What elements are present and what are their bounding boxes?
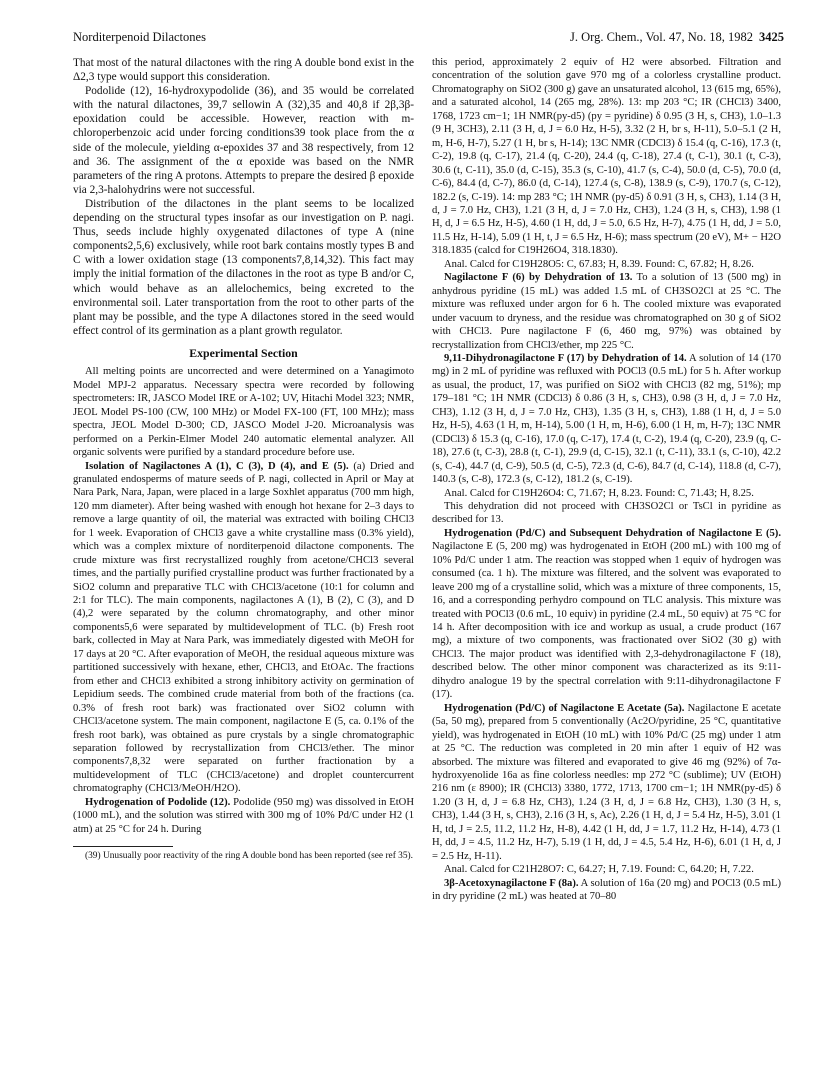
paragraph: All melting points are uncorrected and were determined on a Yanagimoto Model MPJ-2 apparatus. Necessary spectra were recorded by following spectrometers: IR, JASCO Model IRE or A-102; UV, Hitachi Model 323; NMR, JEOL Model PS-100 (CW, 100 MHz) or Model FX-100 (FT, 100 MHz); mass spectra, JEOL Model D-300; CD, JASCO Model J-20. Microanalysis was performed on a Perkin-Elmer Model 240 automatic elemental analyzer. All organic solvents were purified by a standard procedure before use.	[73, 366, 414, 459]
paragraph-heading: Isolation of Nagilactones A (1), C (3), D (4), and E (5).	[85, 460, 349, 472]
paragraph: Anal. Calcd for C19H28O5: C, 67.83; H, 8.39. Found: C, 67.82; H, 8.26.	[444, 258, 754, 270]
paragraph	[432, 352, 781, 487]
paragraph: Distribution of the dilactones in the plant seems to be localized depending on the structural types insofar as our investigation on P. nagi. Thus, seeds include highly oxygenated dilactones of type A (nine components2,5,6) exclusively, while root bark contains mostly types B and C with a lower oxidation stage (13 components7,8,14,32). This fact may imply the initial formation of the dilactones in the root as type B and/or C, which would behave as an allelochemics, being excreted to the environmental soil. Later transportation from the root to other parts of the plant may be possible, and the type A dilactones stored in the seed would effect control of its germination as a plant growth regulator.	[73, 197, 414, 337]
paragraph-heading: Hydrogenation (Pd/C) and Subsequent Dehydration of Nagilactone E (5).	[444, 527, 781, 539]
journal-citation: J. Org. Chem., Vol. 47, No. 18, 1982	[569, 30, 753, 44]
paragraph	[73, 796, 414, 836]
section-heading: Experimental Section	[189, 345, 298, 360]
paragraph: Anal. Calcd for C21H28O7: C, 64.27; H, 7.19. Found: C, 64.20; H, 7.22.	[444, 864, 754, 876]
paragraph	[432, 877, 781, 904]
paragraph	[432, 527, 781, 702]
paragraph: Podolide (12), 16-hydroxypodolide (36), and 35 would be correlated with the natural dilactones, 39,7 sellowin A (32),35 and 40,8 if 2β,3β-epoxidation could be accessible. However, reaction with m-chloroperbenzoic acid under forcing conditions39 took place from the α side of the molecule, yielding α-epoxides 37 and 38 respectively, from 12 and 36. The assignment of the α epoxide was based on the NMR parameters of the ring A protons. Attempts to prepare the desired β epoxide via 2,3-halohydrins were not successful.	[73, 85, 414, 196]
paragraph-body: A solution of 14 (170 mg) in 2 mL of pyridine was refluxed with POCl3 (0.5 mL) for 5 h. After workup as usual, the product, 17, was purified on SiO2 with CHCl3 (82 mg, 51%); mp 179–181 °C; 1H NMR (CDCl3) δ 0.86 (3 H, s, CH3), 0.98 (3 H, d, J = 7.0 Hz, CH3), 1.12 (3 H, d, J = 7.0 Hz, CH3), 1.35 (3 H, s, CH3), 1.88 (1 H, d, J = 5.0 Hz, H-5), 4.63 (1 H, m, H-14), 5.00 (1 H, m, H-6), 6.00 (1 H, m, H-7); 13C NMR (CDCl3) δ 15.3 (q, C-16), 17.0 (q, C-17), 17.4 (t, C-2), 19.4 (q, C-20), 23.9 (q, C-18), 27.6 (t, C-3), 28.8 (t, C-1), 29.9 (d, C-15), 32.1 (t, C-11), 33.1 (s, C-10), 42.2 (s, C-4), 44.7 (d, C-9), 50.5 (d, C-5), 72.3 (d, C-6), 84.7 (d, C-14), 118.8 (d, C-7), 140.3 (s, C-8), 172.3 (s, C-12), 181.2 (s, C-19).	[432, 352, 781, 486]
paragraph-body: Nagilactone E (5, 200 mg) was hydrogenated in EtOH (200 mL) with 100 mg of 10% Pd/C under 1 atm. The reaction was stopped when 1 equiv of hydrogen was consumed (ca. 1 h). The mixture was filtered, and the solvent was evaporated to leave 200 mg of a crystalline solid, which was a mixture of three components, 15, 16, and a corresponding perhydro compound on TLC analysis. This mixture was treated with POCl3 (0.6 mL, 10 equiv) in pyridine (2.4 mL, 50 equiv) at 75 °C for 14 h. After decomposition with ice and workup as usual, a crude product (167 mg), a mixture of two components, was fractionated over SiO2 (30 g) with CHCl3. The major product was identified with 2,3-dehydronagilactone F (18), described below. The other minor component was characterized as its 9:11-dihydro analogue 19 by the spectral correlation with 9:11-dihydronagilactone F (17).	[432, 541, 781, 701]
paragraph	[73, 460, 414, 796]
paragraph: this period, approximately 2 equiv of H2 were absorbed. Filtration and concentration of the solution gave 970 mg of a colorless crystalline product. Chromatography on SiO2 (300 g) gave an unsaturated alcohol, 13 (615 mg, 65%), and a saturated alcohol, 14 (265 mg, 28%). 13: mp 203 °C; IR (CHCl3) 3400, 1768, 1723 cm−1; 1H NMR(py-d5) (py = pyridine) δ 0.95 (3 H, s, CH3), 1.0–1.3 (9 H, 3CH3), 2.11 (3 H, d, J = 6.0 Hz, H-5), 3.32 (2 H, br s, H-11), 5.0–5.1 (2 H, m, H-6, H-7), 5.27 (1 H, br s, H-14); 13C NMR (CDCl3) δ 15.4 (q, C-16), 17.3 (t, C-2), 19.8 (q, C-17), 21.4 (q, C-20), 24.4 (q, C-18), 27.4 (t, C-1), 30.1 (t, C-3), 30.6 (t, C-11), 35.0 (d, C-15), 35.3 (s, C-10), 41.7 (s, C-4), 50.0 (d, C-5), 70.0 (d, C-6), 84.4 (d, C-7), 86.0 (d, C-14), 127.4 (s, C-8), 138.9 (s, C-9), 170.7 (s, C-12), 182.2 (s, C-19). 14: mp 283 °C; 1H NMR (py-d5) δ 0.91 (3 H, s, CH3), 1.14 (3 H, d, J = 7.0 Hz, CH3), 1.21 (3 H, d, J = 7.0 Hz, CH3), 1.24 (3 H, s, CH3), 1.98 (1 H, d, J = 6.5 Hz, H-5), 4.60 (1 H, dd, J = 5.0, 6.5 Hz, H-7), 4.75 (1 H, dd, J = 5.0, 11.5 Hz, H-14), 5.09 (1 H, t, J = 6.5 Hz, H-6); mass spectrum (20 eV), M+ − H2O 318.1835 (calcd for C19H26O4, 318.1830).	[432, 57, 781, 257]
running-head-title: Norditerpenoid Dilactones	[73, 30, 206, 44]
paragraph-heading: 3β-Acetoxynagilactone F (8a).	[444, 877, 579, 889]
paragraph-body: Podolide (950 mg) was dissolved in EtOH (1000 mL), and the solution was stirred with 300 mg of 10% Pd/C under H2 (1 atm) at 25 °C for 24 h. During	[73, 796, 414, 835]
running-head-citation	[570, 30, 784, 45]
footnote: (39) Unusually poor reactivity of the ring A double bond has been reported (see ref 35).	[85, 851, 414, 862]
paragraph	[432, 271, 781, 352]
paragraph-heading: Hydrogenation (Pd/C) of Nagilactone E Acetate (5a).	[444, 702, 685, 714]
paragraph-body: Nagilactone E acetate (5a, 50 mg), prepared from 5 conventionally (Ac2O/pyridine, 25 °C, quantitative yield), was hydrogenated in EtOH (10 mL) with 10% Pd/C (25 mg) under 1 atm at 25 °C. The reduction was completed in 20 min after 1 equiv of H2 was absorbed. The mixture was filtered and evaporated to give 46 mg (92%) of 7α-hydroxyenolide 16a as fine colorless needles: mp 272 °C (sublime); UV (EtOH) 216 nm (ε 8900); IR (CHCl3) 3380, 1772, 1713, 1700 cm−1; 1H NMR(py-d5) δ 1.20 (3 H, d, J = 6.8 Hz, CH3), 1.24 (3 H, d, J = 6.8 Hz, CH3), 1.30 (3 H, s, CH3), 1.44 (3 H, s, CH3), 2.16 (3 H, s, Ac), 2.26 (1 H, d, J = 5.4 Hz, H-5), 3.01 (1 H, td, J = 2.5, 11.2, 11.2 Hz, H-8), 4.42 (1 H, dd, J = 1.7, 11.2 Hz, H-14), 4.73 (1 H, dd, J = 4.5, 11.2 Hz, H-7), 5.19 (1 H, dd, J = 4.5, 5.4 Hz, H-6), 6.01 (1 H, d, J = 2.5 Hz, H-11).	[432, 702, 781, 862]
paragraph-heading: 9,11-Dihydronagilactone F (17) by Dehydration of 14.	[444, 352, 687, 364]
paragraph	[432, 702, 781, 863]
right-column	[432, 56, 781, 904]
paragraph: This dehydration did not proceed with CH3SO2Cl or TsCl in pyridine as described for 13.	[432, 500, 781, 526]
footnote-divider	[73, 846, 173, 847]
paragraph-body: To a solution of 13 (500 mg) in anhydrous pyridine (15 mL) was added 1.5 mL of CH3SO2Cl at 25 °C. The mixture was refluxed under argon for 6 h. The cooled mixture was evaporated under vacuum to dryness, and the residue was chromatographed on 30 g of SiO2 with CHCl3. Pure nagilactone F (6, 460 mg, 97%) was obtained by recrystallization from CHCl3/ether, mp 225 °C.	[432, 272, 781, 351]
left-column	[73, 56, 414, 863]
paragraph: Anal. Calcd for C19H26O4: C, 71.67; H, 8.23. Found: C, 71.43; H, 8.25.	[444, 487, 754, 499]
paragraph-body: A solution of 16a (20 mg) and POCl3 (0.5 mL) in dry pyridine (2 mL) was heated at 70–80	[432, 877, 781, 903]
paragraph: That most of the natural dilactones with the ring A double bond exist in the Δ2,3 type would support this consideration.	[73, 57, 414, 84]
paragraph-body: (a) Dried and granulated endosperms of mature seeds of P. nagi, collected in April or May at Nara Park, Nara, Japan, were placed in a large Soxhlet apparatus (700 mm high, 120 mm diameter). After being washed with enough hot hexane for 2–3 days to remove a large quantity of oil, the material was extracted with boiling CHCl3 for 1 week. Evaporation of CHCl3 gave a white crystalline mass (0.3% yield), which was a complex mixture of norditerpenoid dilactone components. The crude mixture was first recrystallized roughly from acetone/CHCl3 several times, and the partially purified crystalline product was further fractionated by a SiO2 column and preparative TLC with CHCl3/acetone (10:1 for column and 2:1 for TLC). The main components, nagilactones A (1), B (2), C (3), and D (4),2 were separated by the column chromatography, and other minor components5,6 were separated by multidevelopment of TLC. (b) Fresh root bark, collected in May at Nara Park, was immediately digested with MeOH for 17 days at 20 °C. After evaporation of MeOH, the residual aqueous mixture was partitioned successively with hexane, ether, CHCl3, and EtOAc. The fractions from ether and CHCl3 exhibited a strong inhibitory activity on germination of Lepidium seeds. The combined crude material from both of the fractions (ca. 0.3% of fresh root bark) was fractionated over SiO2 column with CHCl3/acetone system. The main component, nagilactone E (5, ca. 0.1% of the fresh root bark), was obtained as pure crystals by a single chromatographic separation followed by recrystallization from CHCl3/ether. The minor components7,8,32 were separated on further fractionation by a multidevelopment of TLC (CHCl3/acetone) and droplet countercurrent chromatography (CHCl3/MeOH/H2O).	[73, 460, 414, 795]
page-number: 3425	[759, 30, 784, 44]
paragraph-heading: Nagilactone F (6) by Dehydration of 13.	[444, 272, 633, 284]
paragraph-heading: Hydrogenation of Podolide (12).	[85, 796, 231, 808]
